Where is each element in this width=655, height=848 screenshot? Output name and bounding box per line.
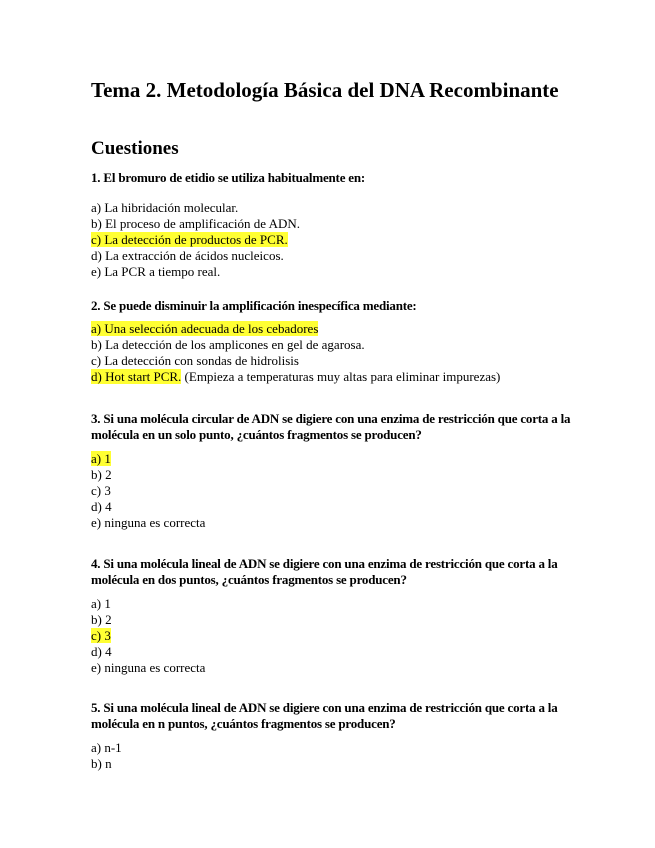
options-list — [91, 596, 571, 676]
option-a: a) Una selección adecuada de los cebadores — [91, 321, 319, 336]
option-a: a) n-1 — [91, 740, 122, 755]
option-d: d) La extracción de ácidos nucleicos. — [91, 248, 284, 263]
question-text: 5. Si una molécula lineal de ADN se digiere con una enzima de restricción que corta a la molécula en n puntos, ¿cuántos fragmentos se producen? — [91, 700, 558, 731]
option-b: b) n — [91, 756, 112, 771]
question-2 — [91, 298, 571, 385]
option-c: c) La detección de productos de PCR. — [91, 232, 288, 247]
option-e: e) ninguna es correcta — [91, 515, 206, 530]
option-d: d) 4 — [91, 644, 112, 659]
option-a: a) 1 — [91, 596, 111, 611]
option-a: a) 1 — [91, 451, 111, 466]
option-b: b) 2 — [91, 467, 112, 482]
option-a: a) La hibridación molecular. — [91, 200, 239, 215]
options-list — [91, 321, 571, 385]
options-list — [91, 451, 571, 531]
option-e: e) ninguna es correcta — [91, 660, 206, 675]
option-c: c) 3 — [91, 483, 111, 498]
option-d: d) Hot start PCR. (Empieza a temperaturas muy altas para eliminar impurezas) — [91, 369, 501, 384]
option-d: d) 4 — [91, 499, 112, 514]
option-b: b) La detección de los amplicones en gel de agarosa. — [91, 337, 365, 352]
question-text: 3. Si una molécula circular de ADN se digiere con una enzima de restricción que corta a la molécula en un solo punto, ¿cuántos fragmentos se producen? — [91, 411, 571, 442]
option-e: e) La PCR a tiempo real. — [91, 264, 221, 279]
question-text: 2. Se puede disminuir la amplificación inespecífica mediante: — [91, 298, 417, 313]
question-text: 4. Si una molécula lineal de ADN se digiere con una enzima de restricción que corta a la molécula en dos puntos, ¿cuántos fragmentos se producen? — [91, 556, 558, 587]
question-1 — [91, 170, 571, 280]
page-title: Tema 2. Metodología Básica del DNA Recombinante — [91, 78, 559, 102]
question-5 — [91, 700, 571, 772]
question-text: 1. El bromuro de etidio se utiliza habitualmente en: — [91, 170, 366, 185]
options-list — [91, 200, 571, 280]
option-b: b) El proceso de amplificación de ADN. — [91, 216, 301, 231]
question-4 — [91, 556, 571, 676]
option-b: b) 2 — [91, 612, 112, 627]
option-c: c) La detección con sondas de hidrolisis — [91, 353, 299, 368]
section-heading: Cuestiones — [91, 138, 179, 159]
question-3 — [91, 411, 571, 531]
options-list — [91, 740, 571, 772]
option-c: c) 3 — [91, 628, 111, 643]
